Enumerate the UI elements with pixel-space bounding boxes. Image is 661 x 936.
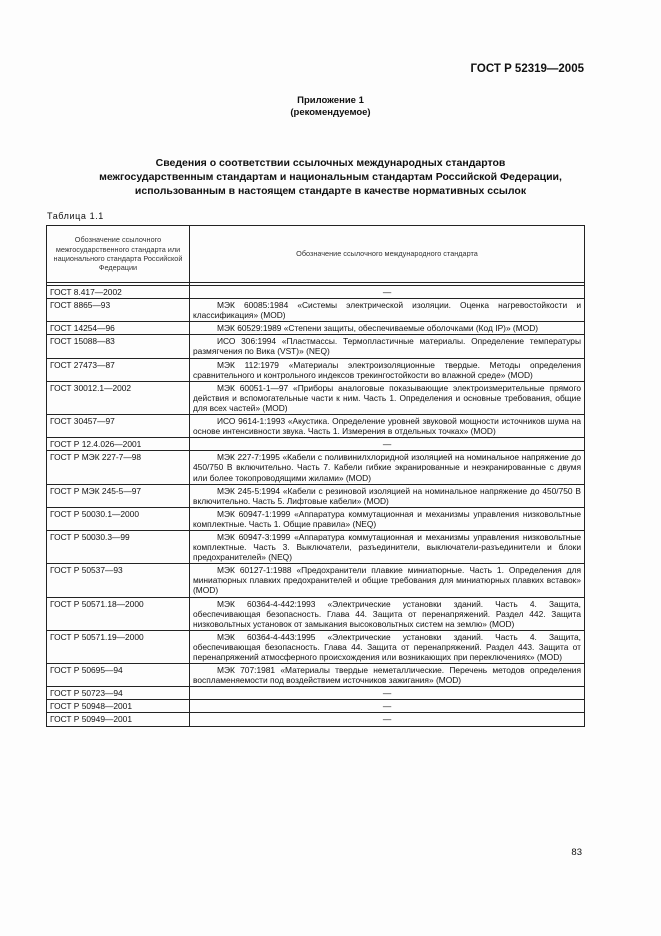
international-standard-cell: МЭК 707:1981 «Материалы твердые неметаллические. Перечень методов определения воспламеняемости под воздействием источников зажигания» (MOD): [190, 664, 585, 687]
section-title-line: использованным в настоящем стандарте в качестве нормативных ссылок: [134, 185, 527, 197]
international-standard-cell: МЭК 60947-1:1999 «Аппаратура коммутационная и механизмы управления низковольтные комплектные. Часть 1. Общие правила» (NEQ): [190, 507, 585, 530]
table-row: [47, 335, 585, 358]
national-standard-cell: ГОСТ 8865—93: [47, 299, 190, 322]
table-row: [47, 286, 585, 299]
international-standard-cell: МЭК 112:1979 «Материалы электроизоляционные твердые. Методы определения сравнительного и контрольного индексов трекингостойкости во влажной среде» (MOD): [190, 358, 585, 381]
national-standard-cell: ГОСТ Р МЭК 245-5—97: [47, 484, 190, 507]
national-standard-cell: ГОСТ Р 50537—93: [47, 564, 190, 597]
page-number: 83: [571, 847, 582, 858]
national-standard-cell: ГОСТ Р 50948—2001: [47, 700, 190, 713]
national-standard-cell: ГОСТ Р 50723—94: [47, 687, 190, 700]
section-title: [60, 156, 601, 198]
international-standard-cell: —: [190, 286, 585, 299]
table-row: [47, 451, 585, 484]
header-international-standard: Обозначение ссылочного международного стандарта: [190, 226, 585, 283]
international-standard-cell: МЭК 60529:1989 «Степени защиты, обеспечиваемые оболочками (Код IP)» (MOD): [190, 322, 585, 335]
national-standard-cell: ГОСТ 30457—97: [47, 415, 190, 438]
national-standard-cell: ГОСТ 30012.1—2002: [47, 381, 190, 414]
table-row: [47, 507, 585, 530]
table-row: [47, 438, 585, 451]
national-standard-cell: ГОСТ Р 50571.18—2000: [47, 597, 190, 630]
section-title-line: Сведения о соответствии ссылочных международных стандартов: [155, 157, 506, 169]
international-standard-cell: МЭК 60364-4-442:1993 «Электрические установки зданий. Часть 4. Защита, обеспечивающая безопасность. Глава 44. Защита от перенапряжений. Раздел 442. Защита низковольтных установок от замыкания высоковольтных систем на землю» (MOD): [190, 597, 585, 630]
national-standard-cell: ГОСТ Р 12.4.026—2001: [47, 438, 190, 451]
table-row: [47, 299, 585, 322]
national-standard-cell: ГОСТ 27473—87: [47, 358, 190, 381]
international-standard-cell: МЭК 245-5:1994 «Кабели с резиновой изоляцией на номинальное напряжение до 450/750 В включительно. Часть 5. Лифтовые кабели» (MOD): [190, 484, 585, 507]
document-code: ГОСТ Р 52319—2005: [470, 63, 584, 75]
international-standard-cell: —: [190, 713, 585, 726]
international-standard-cell: МЭК 60051-1—97 «Приборы аналоговые показывающие электроизмерительные прямого действия и вспомогательные части к ним. Часть 1. Определения и основные требования, общие для всех частей» (MOD): [190, 381, 585, 414]
international-standard-cell: —: [190, 700, 585, 713]
table-row: [47, 687, 585, 700]
national-standard-cell: ГОСТ 15088—83: [47, 335, 190, 358]
international-standard-cell: ИСО 306:1994 «Пластмассы. Термопластичные материалы. Определение температуры размягчения по Вика (VST)» (NEQ): [190, 335, 585, 358]
appendix-title: Приложение 1: [297, 95, 364, 106]
table-row: [47, 322, 585, 335]
table-row: [47, 381, 585, 414]
table-row: [47, 415, 585, 438]
international-standard-cell: МЭК 60127-1:1988 «Предохранители плавкие миниатюрные. Часть 1. Определения для миниатюрных плавких предохранителей и общие требования для миниатюрных плавких вставок» (MOD): [190, 564, 585, 597]
table-header-row: [47, 226, 585, 283]
header-national-standard: Обозначение ссылочного межгосударственного стандарта или национального стандарта Российской Федерации: [47, 226, 190, 283]
international-standard-cell: МЭК 60085:1984 «Системы электрической изоляции. Оценка нагревостойкости и классификация» (MOD): [190, 299, 585, 322]
national-standard-cell: ГОСТ 14254—96: [47, 322, 190, 335]
table-body: [47, 283, 585, 727]
table-row: [47, 700, 585, 713]
section-title-line: межгосударственным стандартам и национальным стандартам Российской Федерации,: [99, 171, 562, 183]
table-row: [47, 713, 585, 726]
international-standard-cell: —: [190, 687, 585, 700]
international-standard-cell: —: [190, 438, 585, 451]
national-standard-cell: ГОСТ Р 50030.1—2000: [47, 507, 190, 530]
appendix-heading: [0, 95, 661, 119]
table-row: [47, 484, 585, 507]
national-standard-cell: ГОСТ Р 50571.19—2000: [47, 630, 190, 663]
reference-table: [46, 225, 585, 727]
table-row: [47, 597, 585, 630]
table-label: Таблица 1.1: [47, 211, 104, 221]
national-standard-cell: ГОСТ Р 50695—94: [47, 664, 190, 687]
international-standard-cell: МЭК 60947-3:1999 «Аппаратура коммутационная и механизмы управления низковольтные комплектные. Часть 3. Выключатели, разъединители, выключатели-разъединители и блоки предохранителей» (NEQ): [190, 530, 585, 563]
table-row: [47, 530, 585, 563]
table-row: [47, 564, 585, 597]
national-standard-cell: ГОСТ Р МЭК 227-7—98: [47, 451, 190, 484]
table-row: [47, 358, 585, 381]
table-row: [47, 664, 585, 687]
table-row: [47, 630, 585, 663]
national-standard-cell: ГОСТ Р 50030.3—99: [47, 530, 190, 563]
international-standard-cell: МЭК 227-7:1995 «Кабели с поливинилхлоридной изоляцией на номинальное напряжение до 450/750 В включительно. Часть 7. Кабели гибкие экранированные и неэкранированные с двумя или более токопроводящими жилами» (MOD): [190, 451, 585, 484]
international-standard-cell: МЭК 60364-4-443:1995 «Электрические установки зданий. Часть 4. Защита, обеспечивающая безопасность. Глава 44. Защита от перенапряжений. Раздел 443. Защита от перенапряжений атмосферного происхождения или возникающих при переключениях» (MOD): [190, 630, 585, 663]
appendix-subtitle: (рекомендуемое): [290, 107, 371, 118]
national-standard-cell: ГОСТ Р 50949—2001: [47, 713, 190, 726]
international-standard-cell: ИСО 9614-1:1993 «Акустика. Определение уровней звуковой мощности источников шума на основе интенсивности звука. Часть 1. Измерения в отдельных точках» (MOD): [190, 415, 585, 438]
national-standard-cell: ГОСТ 8.417—2002: [47, 286, 190, 299]
